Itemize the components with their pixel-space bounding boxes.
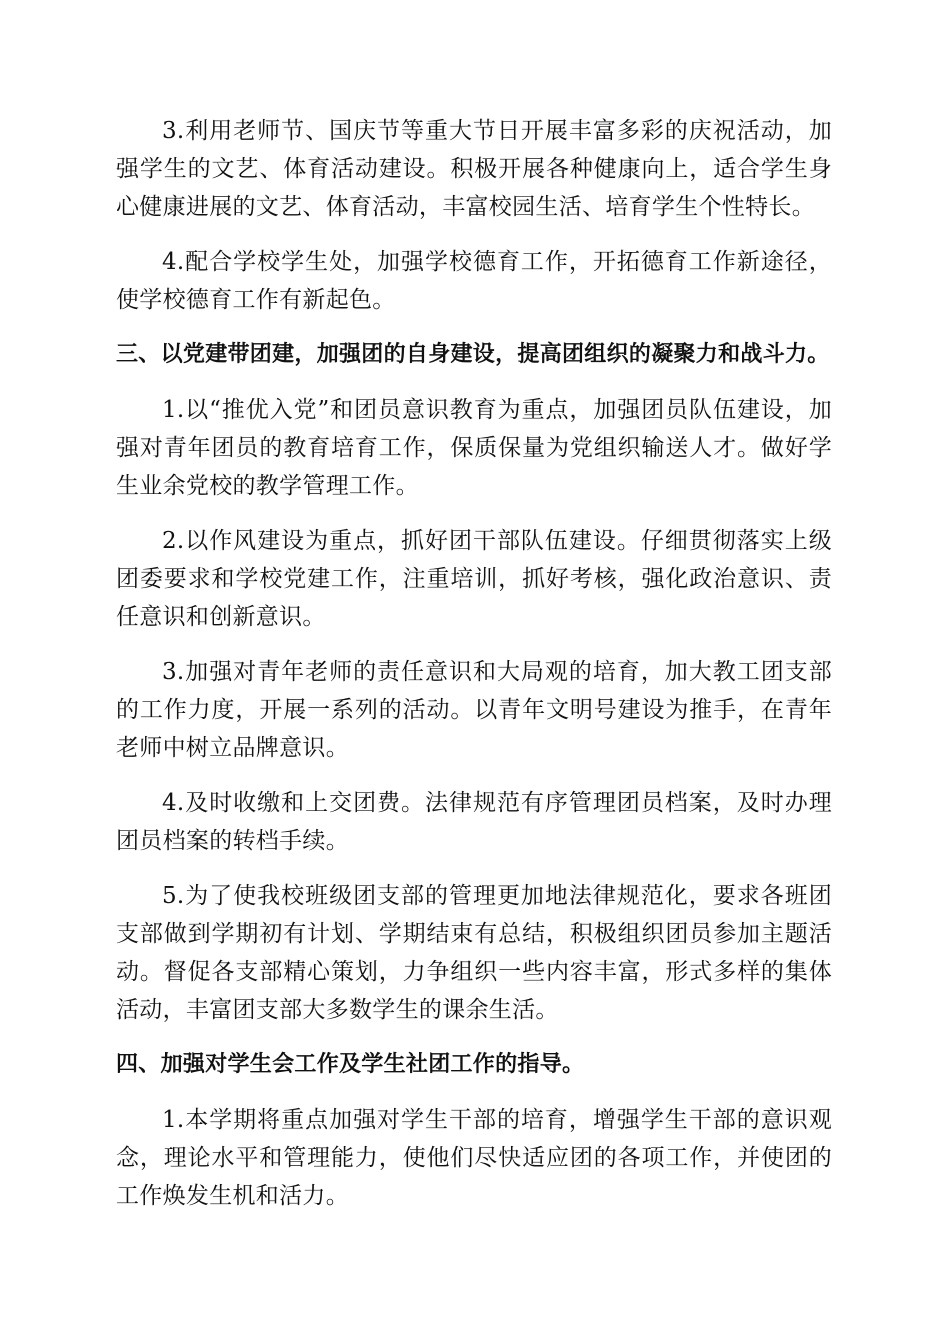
document-body (116, 112, 832, 1232)
section-heading-4: 四、加强对学生会工作及学生社团工作的指导。 (116, 1052, 585, 1077)
paragraph-1-member-team: 1.以“推优入党”和团员意识教育为重点，加强团员队伍建设，加强对青年团员的教育培育工作，保质保量为党组织输送人才。做好学生业余党校的教学管理工作。 (116, 397, 832, 499)
paragraph-2-cadre-team: 2.以作风建设为重点，抓好团干部队伍建设。仔细贯彻落实上级团委要求和学校党建工作，注重培训，抓好考核，强化政治意识、责任意识和创新意识。 (116, 528, 832, 630)
paragraph-5-branch-management: 5.为了使我校班级团支部的管理更加地法律规范化，要求各班团支部做到学期初有计划、学期结束有总结，积极组织团员参加主题活动。督促各支部精心策划，力争组织一些内容丰富，形式多样的集体活动，丰富团支部大多数学生的课余生活。 (116, 883, 832, 1023)
paragraph-4-moral-education: 4.配合学校学生处，加强学校德育工作，开拓德育工作新途径，使学校德育工作有新起色。 (116, 249, 832, 313)
paragraph-3-celebration-activities: 3.利用老师节、国庆节等重大节日开展丰富多彩的庆祝活动，加强学生的文艺、体育活动建设。积极开展各种健康向上，适合学生身心健康进展的文艺、体育活动，丰富校园生活、培育学生个性特长。 (116, 118, 832, 220)
paragraph-1-student-cadres: 1.本学期将重点加强对学生干部的培育，增强学生干部的意识观念，理论水平和管理能力，使他们尽快适应团的各项工作，并使团的工作焕发生机和活力。 (116, 1107, 832, 1209)
paragraph-3-young-teachers: 3.加强对青年老师的责任意识和大局观的培育，加大教工团支部的工作力度，开展一系列的活动。以青年文明号建设为推手，在青年老师中树立品牌意识。 (116, 659, 832, 761)
paragraph-4-league-fees: 4.及时收缴和上交团费。法律规范有序管理团员档案，及时办理团员档案的转档手续。 (116, 790, 832, 854)
section-heading-3: 三、以党建带团建，加强团的自身建设，提高团组织的凝聚力和战斗力。 (116, 342, 830, 367)
